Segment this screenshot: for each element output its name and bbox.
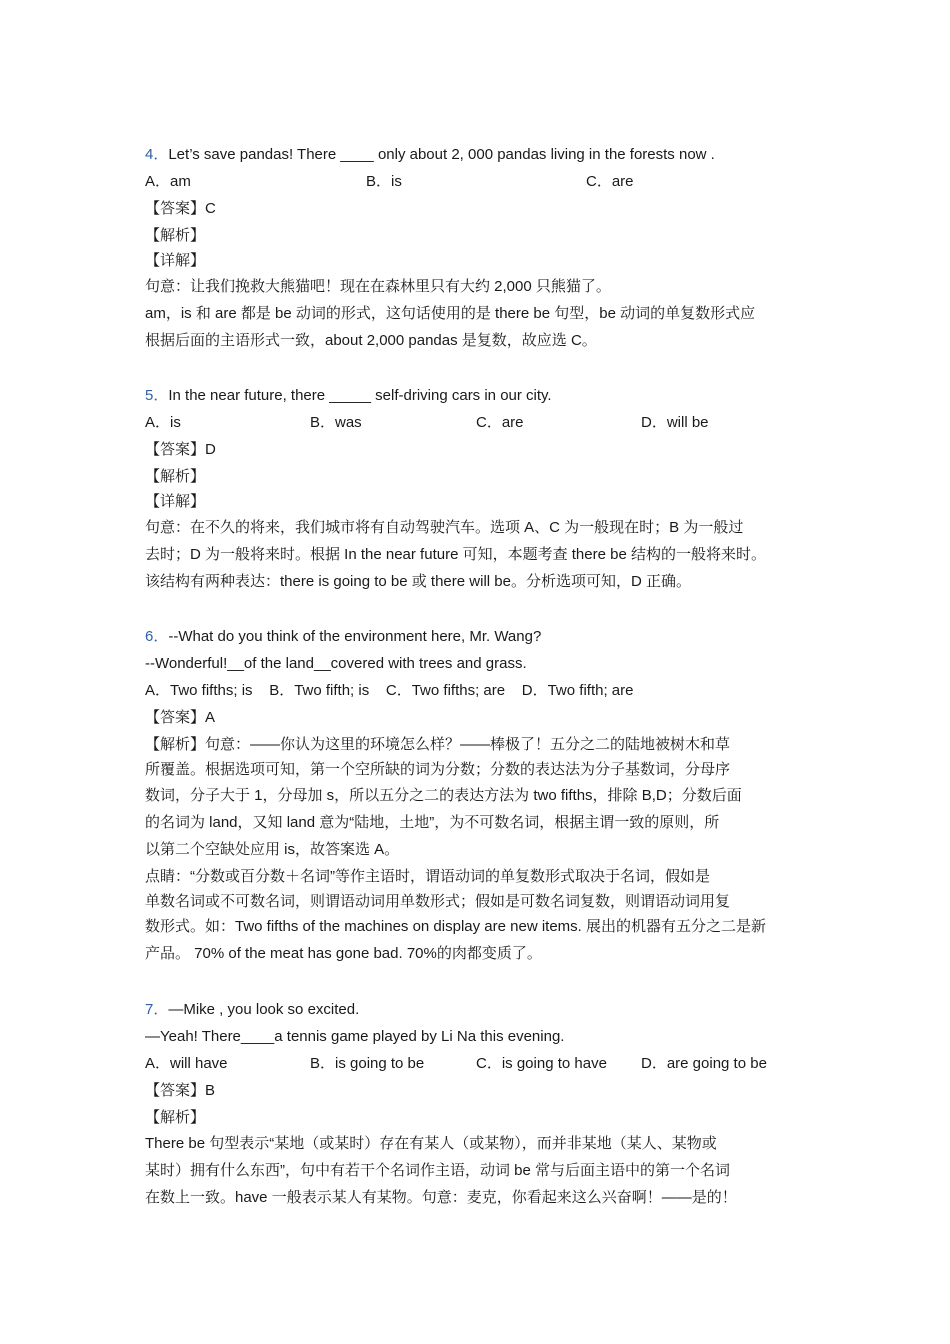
analysis-label: 【解析】: [145, 468, 206, 485]
options-inline: A．Two fifths; is B．Two fifth; is C．Two fifths; are D．Two fifth; are: [145, 682, 634, 699]
explanation-line: 以第二个空缺处应用 is，故答案选 A。: [145, 841, 400, 858]
answer-label: 【答案】A: [145, 709, 216, 726]
question-text: --What do you think of the environment here, Mr. Wang?: [168, 628, 542, 645]
analysis-label: 【解析】: [145, 1109, 206, 1126]
tip-line: 点睛：“分数或百分数＋名词”等作主语时，谓语动词的单复数形式取决于名词，假如是: [145, 868, 710, 885]
question-text-2: —Yeah! There____a tennis game played by Li Na this evening.: [145, 1028, 565, 1045]
tip-line: 数形式。如：Two fifths of the machines on display are new items. 展出的机器有五分之二是新: [145, 918, 767, 935]
explanation-line: 句意：让我们挽救大熊猫吧！现在在森林里只有大约 2,000 只熊猫了。: [145, 278, 611, 295]
option-a: A．am: [145, 173, 191, 190]
question-6-stem: [145, 627, 541, 647]
question-number: 4．: [145, 146, 169, 163]
explanation-line: 该结构有两种表达：there is going to be 或 there will be。分析选项可知，D 正确。: [145, 573, 691, 590]
option-b: B．is: [366, 173, 402, 190]
option-a: A．will have: [145, 1055, 228, 1072]
tip-line: 单数名词或不可数名词，则谓语动词用单数形式；假如是可数名词复数，则谓语动词用复: [145, 893, 731, 910]
answer-label: 【答案】D: [145, 441, 216, 458]
explanation-line: 在数上一致。have 一般表示某人有某物。句意：麦克，你看起来这么兴奋啊！——是的！: [145, 1189, 737, 1206]
option-c: C．are: [476, 414, 524, 431]
option-b: B．is going to be: [310, 1055, 425, 1072]
explanation-line: There be 句型表示“某地（或某时）存在有某人（或某物），而并非某地（某人、某物或: [145, 1135, 717, 1152]
explanation-line: 所覆盖。根据选项可知，第一个空所缺的词为分数；分数的表达法为分子基数词，分母序: [145, 761, 731, 778]
explanation-line: 句意：在不久的将来，我们城市将有自动驾驶汽车。选项 A、C 为一般现在时；B 为一般过: [145, 519, 744, 536]
tip-line: 产品。 70% of the meat has gone bad. 70%的肉都变质了。: [145, 945, 542, 962]
option-c: C．is going to have: [476, 1055, 607, 1072]
option-b: B．was: [310, 414, 362, 431]
question-text-2: --Wonderful!__of the land__covered with trees and grass.: [145, 655, 527, 672]
explanation-line: 去时；D 为一般将来时。根据 In the near future 可知，本题考查 there be 结构的一般将来时。: [145, 546, 766, 563]
question-text: Let’s save pandas! There ____ only about 2, 000 pandas living in the forests now .: [168, 146, 715, 163]
analysis-label: 【解析】: [145, 227, 206, 244]
question-4-stem: [145, 145, 715, 165]
explanation-line: 某时）拥有什么东西”，句中有若干个名词作主语，动词 be 常与后面主语中的第一个名词: [145, 1162, 731, 1179]
explanation-line: 根据后面的主语形式一致，about 2,000 pandas 是复数，故应选 C。: [145, 332, 597, 349]
explanation-line: 的名词为 land，又知 land 意为“陆地，土地”，为不可数名词，根据主谓一致的原则，所: [145, 814, 720, 831]
question-7-stem: [145, 1000, 359, 1020]
explanation-line: 数词，分子大于 1，分母加 s，所以五分之二的表达方法为 two fifths，排除 B,D；分数后面: [145, 787, 742, 804]
question-text: —Mike , you look so excited.: [168, 1001, 360, 1018]
answer-label: 【答案】B: [145, 1082, 216, 1099]
explanation-line: am，is 和 are 都是 be 动词的形式，这句话使用的是 there be 句型，be 动词的单复数形式应: [145, 305, 756, 322]
question-number: 7．: [145, 1001, 169, 1018]
explanation-line: 【解析】句意：——你认为这里的环境怎么样？——棒极了！五分之二的陆地被树木和草: [145, 736, 731, 753]
question-number: 5．: [145, 387, 169, 404]
question-5-stem: [145, 386, 552, 406]
option-d: D．will be: [641, 414, 709, 431]
detail-label: 【详解】: [145, 252, 206, 269]
option-c: C．are: [586, 173, 634, 190]
option-a: A．is: [145, 414, 181, 431]
question-text: In the near future, there _____ self-driving cars in our city.: [168, 387, 552, 404]
option-d: D．are going to be: [641, 1055, 767, 1072]
detail-label: 【详解】: [145, 493, 206, 510]
question-number: 6．: [145, 628, 169, 645]
answer-label: 【答案】C: [145, 200, 216, 217]
